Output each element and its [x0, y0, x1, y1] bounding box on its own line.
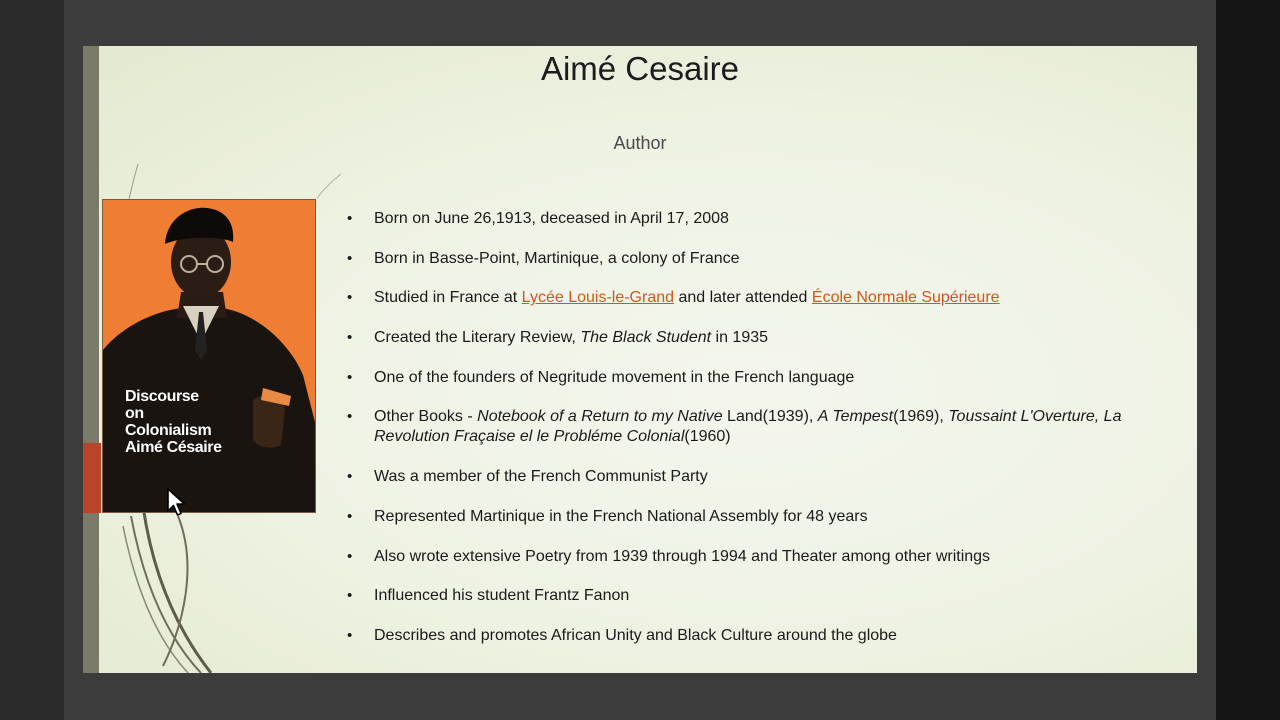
bullet-italic: Notebook of a Return to my Native [477, 408, 723, 426]
slide [83, 46, 1197, 673]
bullet-text: Also wrote extensive Poetry from 1939 through 1994 and Theater among other writings [374, 547, 991, 565]
book-title-line3: Colonialism [125, 422, 212, 439]
bullet-text: Was a member of the French Communist Party [374, 468, 708, 486]
link-lycee-louis-le-grand[interactable]: Lycée Louis-le-Grand [521, 289, 675, 307]
bullet-text: Represented Martinique in the French National Assembly for 48 years [374, 507, 868, 525]
book-title-line1: Discourse [125, 388, 199, 405]
bullet-text: in 1935 [711, 329, 769, 347]
bullet-item [346, 407, 1191, 447]
bullet-item [346, 467, 1191, 487]
bullet-item [346, 368, 1191, 388]
bullet-item [346, 626, 1191, 646]
bullet-italic: The Black Student [580, 329, 712, 347]
bullet-text: Land(1939), [722, 408, 818, 426]
bullet-item [346, 328, 1191, 348]
book-author: Aimé Césaire [125, 439, 222, 456]
bullet-text: Other Books - [374, 408, 478, 426]
bullet-text: Studied in France at [374, 289, 522, 307]
right-letterbox [1216, 0, 1280, 720]
bullet-item [346, 288, 1191, 308]
book-title-text [125, 388, 222, 456]
bullet-text: (1969), [893, 408, 949, 426]
portrait-illustration [103, 200, 316, 513]
slide-subtitle: Author [613, 133, 667, 153]
bullet-text: and later attended [674, 289, 812, 307]
bullet-text: Describes and promotes African Unity and Black Culture around the globe [374, 626, 897, 644]
bullet-text: Influenced his student Frantz Fanon [374, 587, 630, 605]
slide-title: Aimé Cesaire [540, 50, 740, 87]
bullet-item [346, 547, 1191, 567]
bullet-italic: A Tempest [817, 408, 894, 426]
bullet-text: Born on June 26,1913, deceased in April 17, 2008 [374, 210, 729, 227]
bullet-item [346, 249, 1191, 269]
bullet-item [346, 507, 1191, 527]
link-ecole-normale-superieure[interactable]: École Normale Supérieure [811, 289, 1000, 307]
bullet-text: Born in Basse-Point, Martinique, a colony of France [374, 249, 740, 267]
book-title-line2: on [125, 405, 144, 422]
bullet-list [346, 209, 1191, 666]
bullet-text: (1960) [684, 428, 731, 446]
mouse-cursor-icon [166, 487, 188, 519]
bullet-item [346, 209, 1191, 229]
bullet-italic: Toussaint L'Overture, La Revolution Fraçaise el le Probléme Colonial [374, 408, 1122, 446]
bullet-text: Created the Literary Review, [374, 329, 581, 347]
bullet-text: One of the founders of Negritude movement in the French language [374, 368, 855, 386]
bullet-item [346, 586, 1191, 606]
left-letterbox [0, 0, 64, 720]
book-cover-image [102, 199, 316, 513]
